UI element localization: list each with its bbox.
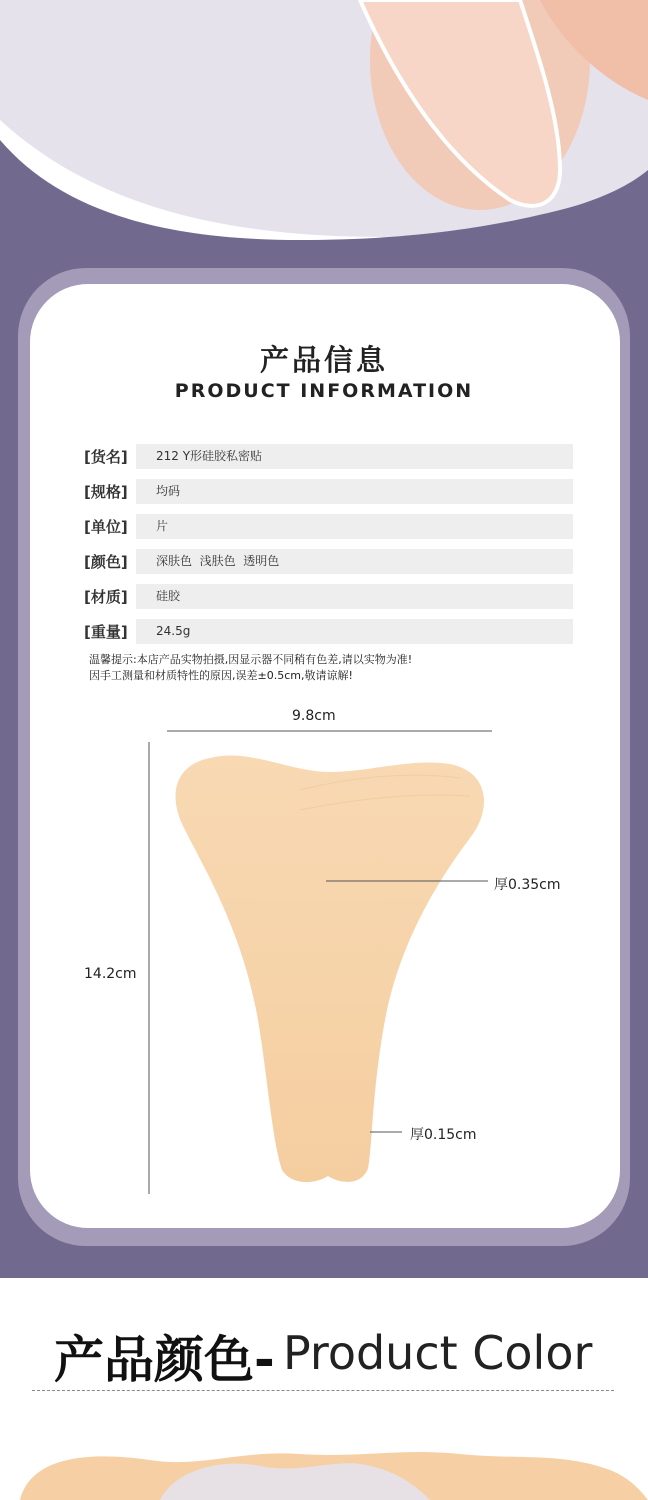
spec-label: [规格] (84, 483, 128, 501)
spec-label: [材质] (84, 588, 128, 606)
spec-value: 24.5g (136, 619, 573, 644)
spec-row-material (84, 584, 574, 610)
product-color-image (0, 1430, 648, 1500)
spec-row-unit (84, 514, 574, 540)
spec-value: 均码 (136, 479, 573, 504)
spec-row-size (84, 479, 574, 505)
spec-label: [货名] (84, 448, 128, 466)
silicone-patch (175, 756, 484, 1183)
spec-label: [单位] (84, 518, 128, 536)
section-title-en: PRODUCT INFORMATION (174, 380, 474, 402)
spec-value: 硅胶 (136, 584, 573, 609)
spec-label: [颜色] (84, 553, 128, 571)
divider (32, 1390, 614, 1391)
color-section-title-cn: 产品颜色- (54, 1331, 275, 1389)
section-title-cn: 产品信息 (259, 343, 388, 377)
note-line-2: 因手工测量和材质特性的原因,误差±0.5cm,敬请谅解! (89, 669, 353, 682)
spec-label: [重量] (84, 623, 128, 641)
height-label: 14.2cm (84, 966, 137, 982)
width-label: 9.8cm (292, 708, 336, 724)
spec-value: 深肤色 浅肤色 透明色 (136, 549, 573, 574)
spec-row-weight (84, 619, 574, 645)
thickness-bottom-label: 厚0.15cm (410, 1127, 477, 1143)
spec-value: 212 Y形硅胶私密贴 (136, 444, 573, 469)
note-line-1: 温馨提示:本店产品实物拍摄,因显示器不同稍有色差,请以实物为准! (89, 653, 413, 666)
color-section-title-en: Product Color (283, 1326, 593, 1380)
spec-row-name (84, 444, 574, 470)
product-diagram (0, 700, 648, 1210)
spec-value: 片 (136, 514, 573, 539)
thickness-top-label: 厚0.35cm (494, 877, 561, 893)
spec-row-color (84, 549, 574, 575)
